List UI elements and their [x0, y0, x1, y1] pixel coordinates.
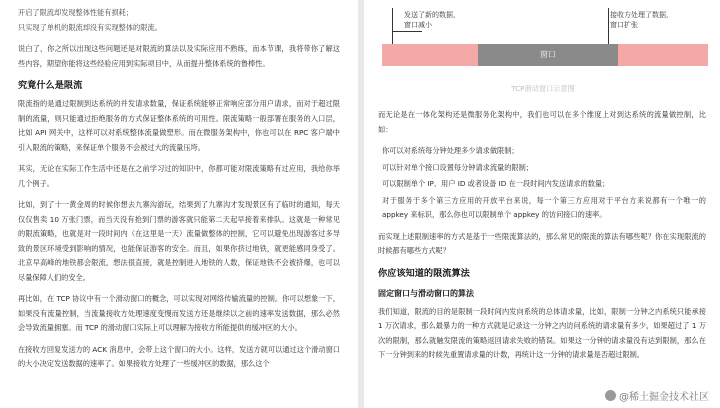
quote-line-1: 开启了限流却发现整体性能有损耗； [18, 8, 134, 17]
paragraph-ack-window: 在接收方回复发送方的 ACK 消息中，会带上这个窗口的大小。这样，发送方就可以通过这个滑动窗口的大小决定发送数据的速率了。如果接收方处理了一些缓冲区的数据，那么这个 [18, 344, 340, 368]
left-page [0, 0, 358, 408]
sliding-window-segment [478, 44, 618, 66]
callout-left-line-2: 窗口减小 [404, 21, 432, 29]
intro-paragraph: 说白了，你之所以出现这些问题还是对限流的算法以及实际应用不熟练，而本节课，我将带你了解这些内容，期望你能将这些经验应用到实际项目中，从而提升整体系统的鲁棒性。 [18, 44, 340, 68]
subsection-heading-windows: 固定窗口与滑动窗口的算法 [378, 288, 474, 298]
section-heading-what-is-rate-limiting: 究竟什么是限流 [18, 80, 83, 91]
watermark-text: @稀土掘金技术社区 [619, 392, 709, 403]
callout-right-leader-vertical [608, 8, 609, 44]
list-item: 对于服务于多个第三方应用的开放平台来说，每一个第三方应用对于平台方来说都有一个唯一的 appkey 来标识，那么你也可以限制单个 appkey 的访问接口的速率。 [382, 195, 706, 219]
pending-data-segment [618, 44, 708, 66]
list-item: 可以针对单个接口设置每分钟请求流量的限制； [382, 162, 533, 172]
paragraph-dimensions-intro: 而无论是在一体化架构还是微服务化架构中，我们也可以在多个维度上对到达系统的流量做控制，比如： [378, 110, 706, 134]
paragraph-algorithms-question: 而实现上述限制速率的方式是基于一些限流算法的，那么常见的限流的算法有哪些呢？你在实现限流的时候都有哪些方式呢？ [378, 231, 706, 255]
callout-left [404, 10, 460, 30]
window-label: 窗口 [540, 50, 556, 59]
paragraph-fixed-window: 我们知道，限流的目的是限制一段时间内发向系统的总体请求量，比如，限制一分钟之内系统只能承接 1 万次请求，那么最暴力的一种方式就是记录这一分钟之内访问系统的请求量有多少，如果超过了 1 万次的限制，那么就触发限流的策略返回请求失败的错误。如果这一分钟的请求量没有达到限制，那么在下一分钟到来的时候先重置请求量的计数，再统计这一分钟的请求量是否超过限制。 [378, 306, 706, 359]
paragraph-tourism-example: 比如，到了十一黄金周的时候你想去九寨沟游玩，结果到了九寨沟才发现景区有了临时的通知，每天仅仅售卖 10 万张门票，而当天没有抢到门票的游客就只能第二天起早接着来排队。这就是一种常见的限流策略，也就是对一段时间内（在这里是一天）流量做整体的控制，它可以避免出现游客过多导致的景区环境受到影响的情况，也能保证游客的安全。而且，如果你挤过地铁，就更能感同身受了。北京早高峰的地铁都会限流，想法很直接，就是控制进入地铁的人数，保证地铁不会被挤爆，也可以尽量保障人们的安全。 [18, 200, 340, 282]
figure-caption: TCP滑动窗口示意图 [511, 84, 575, 93]
list-item: 你可以对系统每分钟处理多少请求做限制； [382, 146, 519, 155]
tcp-sliding-window-figure [378, 0, 706, 102]
paragraph-tcp-example: 再比如，在 TCP 协议中有一个滑动窗口的概念，可以实现对网络传输流量的控制。你可以想象一下，如果没有流量控制，当流量接收方处理速度变慢而发送方还是继续以之前的速率发送数据，那么必然会导致流量拥塞。而 TCP 的滑动窗口实际上可以理解为接收方所能提供的缓冲区的大小。 [18, 294, 340, 332]
juejin-logo-icon [605, 390, 616, 401]
paragraph-examples-intro: 其实，无论在实际工作生活中还是在之前学习过的知识中，你都可能对限流策略有过应用，我给你举几个例子。 [18, 164, 340, 188]
window-bar [382, 44, 708, 66]
callout-right-line-1: 接收方处理了数据， [610, 11, 673, 19]
callout-right [610, 10, 673, 30]
callout-left-line-1: 发送了新的数据， [404, 11, 460, 19]
callout-right-line-2: 窗口扩张 [610, 21, 638, 29]
callout-left-leader [392, 31, 422, 32]
right-page [364, 0, 720, 408]
sent-data-segment [382, 44, 478, 66]
quote-line-2: 只实现了单机的限流却没有实现整体的限流。 [18, 22, 162, 32]
list-item: 可以限制单个 IP、用户 ID 或者设备 ID 在一段时间内发送请求的数量； [382, 179, 610, 188]
section-heading-algorithms: 你应该知道的限流算法 [378, 267, 470, 279]
callout-left-leader-vertical [392, 8, 393, 44]
paragraph-definition: 限流指的是通过限制到达系统的并发请求数量，保证系统能够正常响应部分用户请求，而对于超过限制的流量，则只能通过拒绝服务的方式保证整体系统的可用性。限流策略一般部署在服务的入口层，比如 API 网关中，这样可以对系统整体流量做塑形。而在微服务架构中，你也可以在 RPC 客户端中引入限流的策略，来保证单个服务不会被过大的流量压垮。 [18, 99, 340, 152]
watermark [602, 387, 712, 404]
